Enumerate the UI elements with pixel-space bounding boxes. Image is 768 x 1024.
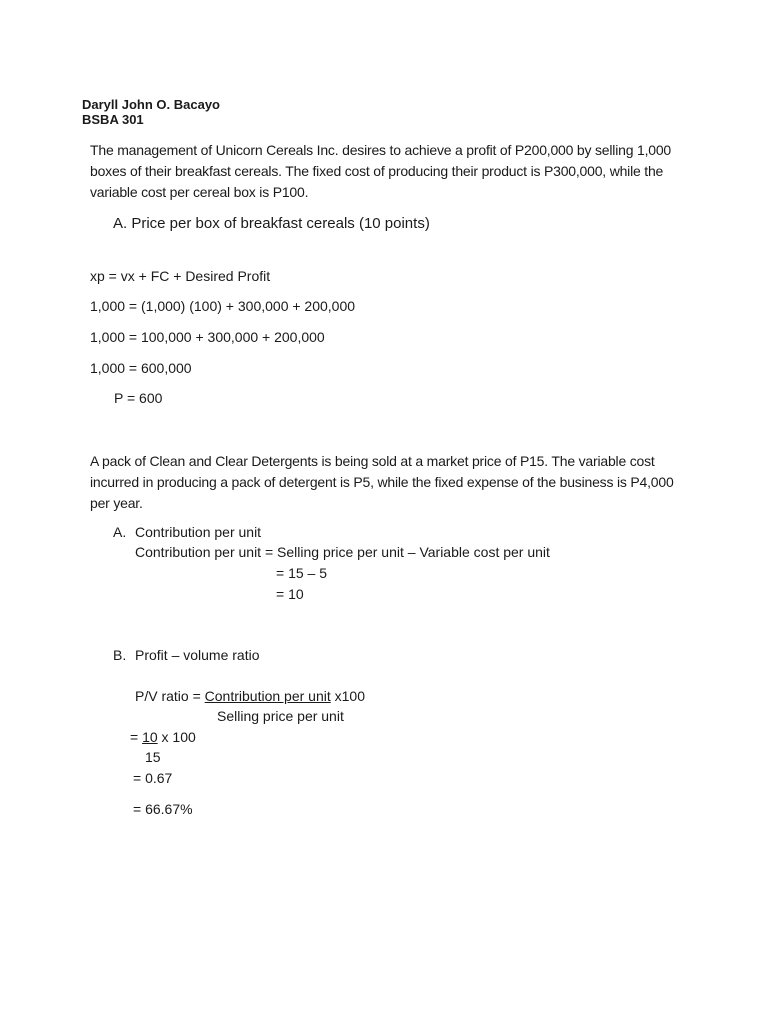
problem2-b-title: Profit – volume ratio (135, 647, 260, 663)
problem2-a-title: Contribution per unit (135, 524, 262, 540)
problem2-statement: A pack of Clean and Clear Detergents is being sold at a market price of P15. The variable cost incurred in producing a pack of detergent is P5, while the fixed expense of the business is P4,000 per year. (90, 453, 674, 511)
pv-step-numerator: 10 (142, 729, 158, 745)
course-code: BSBA 301 (82, 112, 144, 127)
problem2-a-marker: A. (113, 524, 127, 540)
contribution-step-2: = 10 (276, 586, 304, 602)
problem2-b-marker: B. (113, 647, 127, 663)
contribution-step-1: = 15 – 5 (276, 565, 327, 581)
problem1-step-2: 1,000 = (1,000) (100) + 300,000 + 200,000 (90, 298, 356, 314)
author-name: Daryll John O. Bacayo (82, 97, 220, 112)
pv-ratio-denominator: Selling price per unit (217, 708, 344, 724)
problem1-step-3: 1,000 = 100,000 + 300,000 + 200,000 (90, 329, 325, 345)
pv-result-percent: = 66.67% (133, 801, 193, 817)
problem1-question-a: A. Price per box of breakfast cereals (10 points) (113, 215, 430, 232)
contribution-formula: Contribution per unit = Selling price per unit – Variable cost per unit (135, 544, 550, 560)
pv-step-denominator: 15 (145, 749, 161, 765)
pv-result-decimal: = 0.67 (133, 770, 173, 786)
pv-ratio-multiplier: x100 (330, 688, 365, 704)
pv-step-multiplier: x 100 (157, 729, 196, 745)
pv-step-equals: = (130, 729, 143, 745)
pv-step-fraction (130, 729, 196, 746)
problem1-statement: The management of Unicorn Cereals Inc. desires to achieve a profit of P200,000 by selling 1,000 boxes of their breakfast cereals. The fixed cost of producing their product is P300,000, while the variable cost per cereal box is P100. (90, 142, 672, 200)
pv-ratio-numerator: Contribution per unit (204, 688, 331, 704)
problem1-step-1: xp = vx + FC + Desired Profit (90, 268, 271, 284)
problem1-answer: P = 600 (114, 390, 163, 406)
pv-ratio-prefix: P/V ratio = (135, 688, 205, 704)
problem1-step-4: 1,000 = 600,000 (90, 360, 192, 376)
pv-ratio-formula (135, 688, 365, 705)
